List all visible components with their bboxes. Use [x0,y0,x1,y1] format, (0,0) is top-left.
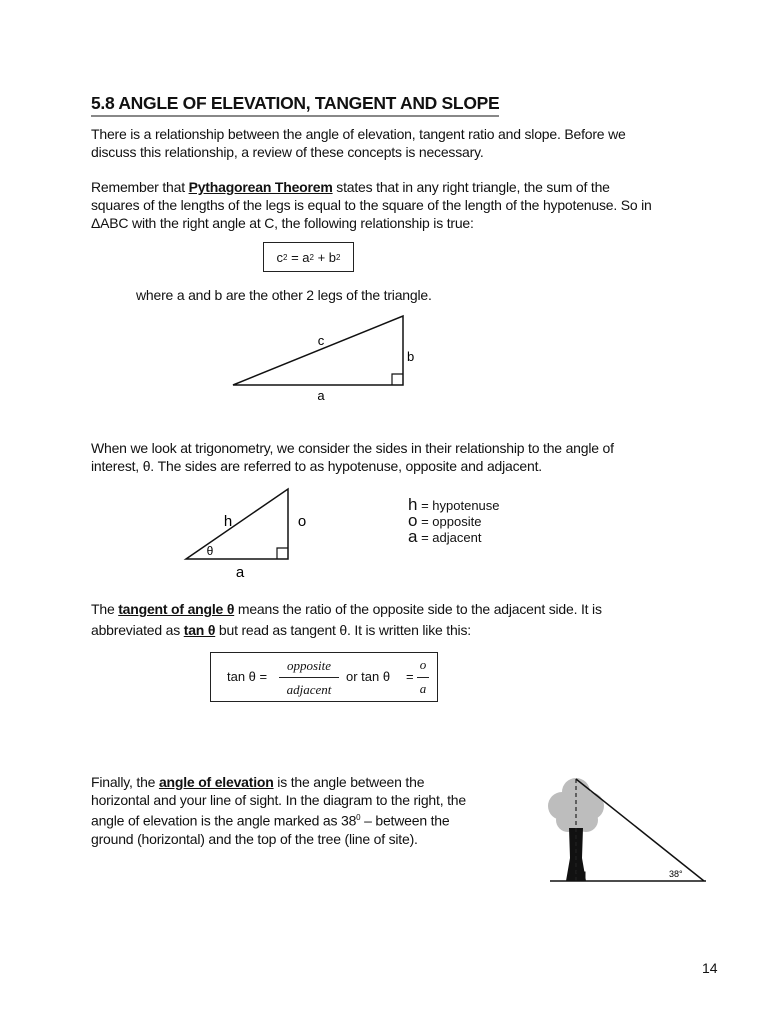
formula-eq: = [287,249,303,265]
pythagoras-line-1 [91,178,652,196]
formula-a: a [302,249,310,265]
tan-theta-term: tan θ [183,622,216,638]
text-span: – between the [360,812,450,829]
tangent-of-angle-term: tangent of angle θ [118,601,235,617]
text-span: is the angle between the [273,774,425,790]
intro-line-2: discuss this relationship, a review of these concepts is necessary. [91,144,484,160]
trig-triangle-shape [186,489,288,559]
label-theta: θ [206,544,214,558]
legend-letter: a [408,527,418,546]
pythagoras-line-2: squares of the lengths of the legs is equal to the square of the length of the hypotenuse. So in [91,197,652,213]
elevation-line-4: ground (horizontal) and the top of the tree (line of site). [91,830,418,847]
text-span: Finally, the [91,774,159,790]
formula-plus: + [313,249,329,265]
legend-adjacent [408,529,481,545]
label-c: c [317,333,325,348]
triangle-abc-shape [233,316,403,385]
frac-opposite: opposite [286,658,332,673]
trig-right-angle-marker [277,548,288,559]
line-of-sight [576,779,704,881]
tan-or-text: or tan θ [346,669,391,684]
trig-triangle-diagram [180,484,320,584]
frac-o: o [419,657,427,672]
legend-text: = opposite [417,514,482,529]
label-h: h [223,513,233,530]
legend-text: = adjacent [417,530,482,545]
legend-letter: h [408,495,418,514]
legend-hypotenuse [408,497,500,513]
pythagorean-theorem-term: Pythagorean Theorem [188,179,333,195]
intro-paragraph [91,125,626,161]
pythagorean-formula-box [263,242,354,272]
trig-line-2: interest, θ. The sides are referred to as hypotenuse, opposite and adjacent. [91,458,542,474]
formula-exp-a: 2 [309,252,314,262]
right-angle-marker [392,374,403,385]
tangent-paragraph [91,599,602,641]
text-span: The [91,601,119,617]
frac-adjacent: adjacent [286,682,332,697]
legend-text: = hypotenuse [417,498,500,513]
text-span: Remember that [91,179,189,195]
legend-letter: o [408,511,418,530]
intro-line-1: There is a relationship between the angle of elevation, tangent ratio and slope. Before we [91,126,626,142]
text-span: means the ratio of the opposite side to the adjacent side. It is [234,601,602,617]
elevation-line-2: horizontal and your line of sight. In the diagram to the right, the [91,792,466,808]
fraction-line [279,677,339,678]
where-legs-text: where a and b are the other 2 legs of the triangle. [136,287,432,303]
formula-exp-b: 2 [336,252,341,262]
elevation-paragraph [91,773,466,848]
label-a: a [317,388,325,403]
angle-of-elevation-term: angle of elevation [158,774,274,790]
formula-b: b [328,249,337,265]
fraction-line-short [417,677,429,678]
trigonometry-paragraph [91,439,614,475]
text-span: but read as tangent θ. It is written like this: [215,622,471,638]
degree-sup: 0 [356,813,361,822]
text-span: abbreviated as [91,622,184,638]
elevation-line-3 [91,809,466,830]
tangent-line-1 [91,599,602,620]
tangent-formula-box [210,652,438,702]
page-number: 14 [702,960,718,976]
trig-line-1: When we look at trigonometry, we consider the sides in their relationship to the angle of [91,440,614,456]
legend-opposite [408,513,481,529]
formula-exp-c: 2 [283,252,288,262]
text-span: angle of elevation is the angle marked as 38 [91,812,357,829]
tree-elevation-diagram [540,770,715,890]
label-b: b [407,349,415,364]
section-title: 5.8 ANGLE OF ELEVATION, TANGENT AND SLOPE [91,93,499,117]
tangent-line-2 [91,620,602,641]
pythagoras-paragraph [91,178,652,232]
angle-38-label: 38° [669,869,683,879]
tan-eq: = [406,669,414,684]
elevation-line-1 [91,773,466,791]
right-triangle-abc-diagram [225,310,415,405]
pythagoras-line-3: ΔABC with the right angle at C, the following relationship is true: [91,215,474,231]
tan-lhs: tan θ = [227,669,268,684]
text-span: states that in any right triangle, the sum of the [332,179,610,195]
formula-c: c [276,249,283,265]
label-adj: a [235,564,245,581]
frac-a: a [419,681,427,696]
label-o: o [297,513,307,530]
